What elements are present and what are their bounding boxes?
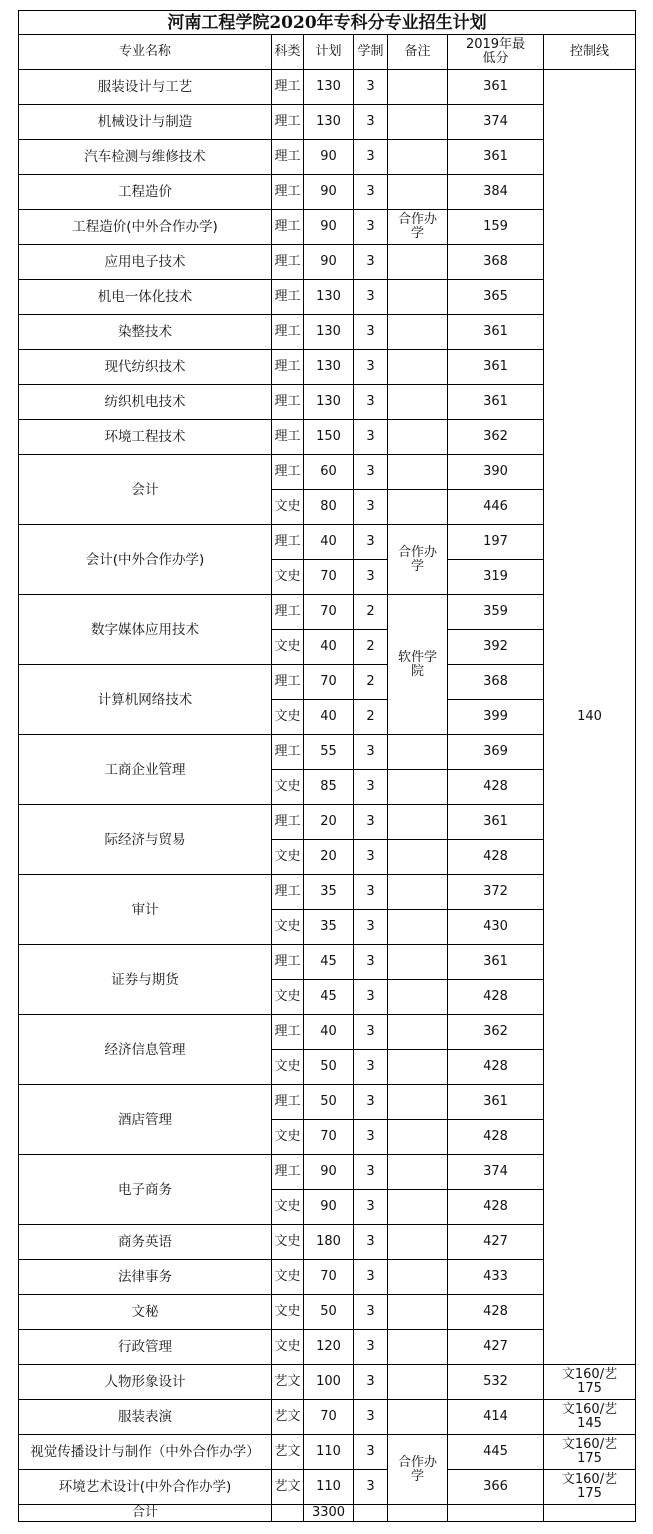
kelei-cell: 理工	[272, 665, 304, 700]
years-cell: 3	[354, 1120, 388, 1155]
total-plan: 3300	[304, 1505, 354, 1522]
plan-cell: 70	[304, 1400, 354, 1435]
years-cell: 3	[354, 1085, 388, 1120]
header-years: 学制	[354, 35, 388, 70]
years-cell: 3	[354, 560, 388, 595]
plan-cell: 130	[304, 105, 354, 140]
min-score-2019-cell: 359	[448, 595, 544, 630]
note-cell: 合作办学	[388, 525, 448, 595]
plan-cell: 100	[304, 1365, 354, 1400]
min-score-2019-cell: 428	[448, 1050, 544, 1085]
note-cell-empty	[388, 805, 448, 840]
major-name: 机械设计与制造	[19, 105, 272, 140]
years-cell: 3	[354, 980, 388, 1015]
total-note-empty	[388, 1505, 448, 1522]
table-row	[19, 595, 636, 630]
plan-cell: 90	[304, 1190, 354, 1225]
table-row	[19, 280, 636, 315]
table-row	[19, 245, 636, 280]
years-cell: 3	[354, 770, 388, 805]
plan-cell: 90	[304, 140, 354, 175]
kelei-cell: 理工	[272, 525, 304, 560]
years-cell: 3	[354, 385, 388, 420]
table-row	[19, 1015, 636, 1050]
header-control-line: 控制线	[544, 35, 636, 70]
years-cell: 3	[354, 1365, 388, 1400]
years-cell: 3	[354, 805, 388, 840]
note-cell-empty	[388, 735, 448, 770]
major-name: 际经济与贸易	[19, 805, 272, 875]
min-score-2019-cell: 369	[448, 735, 544, 770]
table-row	[19, 175, 636, 210]
major-name: 酒店管理	[19, 1085, 272, 1155]
min-score-2019-cell: 361	[448, 140, 544, 175]
kelei-cell: 理工	[272, 805, 304, 840]
min-score-2019-cell: 361	[448, 70, 544, 105]
note-cell-empty	[388, 1330, 448, 1365]
control-line-cell: 文160/艺175	[544, 1435, 636, 1470]
major-name: 工程造价(中外合作办学)	[19, 210, 272, 245]
note-cell-empty	[388, 280, 448, 315]
note-cell-empty	[388, 350, 448, 385]
major-name: 环境工程技术	[19, 420, 272, 455]
years-cell: 3	[354, 140, 388, 175]
total-years-empty	[354, 1505, 388, 1522]
years-cell: 3	[354, 735, 388, 770]
note-cell: 合作办学	[388, 1435, 448, 1505]
plan-cell: 180	[304, 1225, 354, 1260]
kelei-cell: 理工	[272, 455, 304, 490]
years-cell: 3	[354, 1225, 388, 1260]
major-name: 行政管理	[19, 1330, 272, 1365]
min-score-2019-cell: 372	[448, 875, 544, 910]
header-plan: 计划	[304, 35, 354, 70]
min-score-2019-cell: 361	[448, 385, 544, 420]
note-cell-empty	[388, 875, 448, 910]
kelei-cell: 文史	[272, 630, 304, 665]
major-name: 服装表演	[19, 1400, 272, 1435]
plan-cell: 110	[304, 1470, 354, 1505]
enrollment-plan-sheet	[18, 10, 636, 1522]
years-cell: 2	[354, 630, 388, 665]
plan-cell: 60	[304, 455, 354, 490]
table-row	[19, 525, 636, 560]
table-row	[19, 1225, 636, 1260]
years-cell: 3	[354, 1400, 388, 1435]
min-score-2019-cell: 390	[448, 455, 544, 490]
years-cell: 2	[354, 595, 388, 630]
plan-cell: 45	[304, 945, 354, 980]
kelei-cell: 文史	[272, 980, 304, 1015]
note-cell-empty	[388, 770, 448, 805]
plan-cell: 50	[304, 1295, 354, 1330]
note-cell-empty	[388, 1155, 448, 1190]
table-row	[19, 665, 636, 700]
years-cell: 2	[354, 700, 388, 735]
kelei-cell: 文史	[272, 910, 304, 945]
plan-cell: 70	[304, 560, 354, 595]
min-score-2019-cell: 374	[448, 105, 544, 140]
note-cell-empty	[388, 70, 448, 105]
min-score-2019-cell: 361	[448, 1085, 544, 1120]
table-row	[19, 1400, 636, 1435]
min-score-2019-cell: 392	[448, 630, 544, 665]
kelei-cell: 艺文	[272, 1470, 304, 1505]
major-name: 电子商务	[19, 1155, 272, 1225]
plan-cell: 55	[304, 735, 354, 770]
enrollment-plan-table	[18, 10, 636, 1522]
years-cell: 3	[354, 945, 388, 980]
major-name: 工程造价	[19, 175, 272, 210]
major-name: 文秘	[19, 1295, 272, 1330]
min-score-2019-cell: 319	[448, 560, 544, 595]
table-row	[19, 1330, 636, 1365]
table-title: 河南工程学院2020年专科分专业招生计划	[19, 11, 636, 35]
note-cell-empty	[388, 1050, 448, 1085]
kelei-cell: 艺文	[272, 1400, 304, 1435]
major-name: 经济信息管理	[19, 1015, 272, 1085]
years-cell: 3	[354, 210, 388, 245]
note-cell-empty	[388, 1295, 448, 1330]
table-row	[19, 210, 636, 245]
plan-cell: 130	[304, 385, 354, 420]
min-score-2019-cell: 532	[448, 1365, 544, 1400]
major-name: 服装设计与工艺	[19, 70, 272, 105]
kelei-cell: 文史	[272, 770, 304, 805]
min-score-2019-cell: 428	[448, 1295, 544, 1330]
major-name: 汽车检测与维修技术	[19, 140, 272, 175]
note-cell-empty	[388, 490, 448, 525]
table-row	[19, 735, 636, 770]
plan-cell: 130	[304, 350, 354, 385]
plan-cell: 80	[304, 490, 354, 525]
note-cell-empty	[388, 455, 448, 490]
years-cell: 3	[354, 490, 388, 525]
note-cell-empty	[388, 245, 448, 280]
years-cell: 3	[354, 245, 388, 280]
years-cell: 3	[354, 1330, 388, 1365]
min-score-2019-cell: 428	[448, 840, 544, 875]
min-score-2019-cell: 427	[448, 1330, 544, 1365]
years-cell: 3	[354, 840, 388, 875]
years-cell: 3	[354, 70, 388, 105]
min-score-2019-cell: 366	[448, 1470, 544, 1505]
plan-cell: 70	[304, 1120, 354, 1155]
header-note: 备注	[388, 35, 448, 70]
note-cell-empty	[388, 1365, 448, 1400]
table-row	[19, 1260, 636, 1295]
note-cell-empty	[388, 315, 448, 350]
plan-cell: 130	[304, 70, 354, 105]
min-score-2019-cell: 428	[448, 1190, 544, 1225]
note-cell-empty	[388, 945, 448, 980]
major-name: 染整技术	[19, 315, 272, 350]
min-score-2019-cell: 159	[448, 210, 544, 245]
kelei-cell: 理工	[272, 315, 304, 350]
kelei-cell: 理工	[272, 1085, 304, 1120]
kelei-cell: 艺文	[272, 1365, 304, 1400]
years-cell: 3	[354, 420, 388, 455]
years-cell: 3	[354, 315, 388, 350]
table-row	[19, 1155, 636, 1190]
years-cell: 3	[354, 525, 388, 560]
min-score-2019-cell: 361	[448, 945, 544, 980]
note-cell-empty	[388, 980, 448, 1015]
years-cell: 3	[354, 280, 388, 315]
plan-cell: 20	[304, 840, 354, 875]
plan-cell: 70	[304, 1260, 354, 1295]
note-cell-empty	[388, 1085, 448, 1120]
kelei-cell: 理工	[272, 210, 304, 245]
note-cell: 合作办学	[388, 210, 448, 245]
min-score-2019-cell: 365	[448, 280, 544, 315]
plan-cell: 120	[304, 1330, 354, 1365]
control-line-cell: 文160/艺175	[544, 1365, 636, 1400]
header-kelei: 科类	[272, 35, 304, 70]
years-cell: 3	[354, 455, 388, 490]
kelei-cell: 理工	[272, 280, 304, 315]
major-name: 商务英语	[19, 1225, 272, 1260]
plan-cell: 40	[304, 630, 354, 665]
years-cell: 3	[354, 1470, 388, 1505]
table-row	[19, 1085, 636, 1120]
total-label: 合计	[19, 1505, 272, 1522]
header-min-score-2019: 2019年最低分	[448, 35, 544, 70]
note-cell-empty	[388, 1015, 448, 1050]
min-score-2019-cell: 446	[448, 490, 544, 525]
note-cell-empty	[388, 1400, 448, 1435]
min-score-2019-cell: 362	[448, 420, 544, 455]
plan-cell: 90	[304, 245, 354, 280]
kelei-cell: 理工	[272, 385, 304, 420]
major-name: 机电一体化技术	[19, 280, 272, 315]
plan-cell: 40	[304, 700, 354, 735]
note-cell-empty	[388, 105, 448, 140]
min-score-2019-cell: 399	[448, 700, 544, 735]
min-score-2019-cell: 384	[448, 175, 544, 210]
plan-cell: 85	[304, 770, 354, 805]
major-name: 会计	[19, 455, 272, 525]
min-score-2019-cell: 368	[448, 665, 544, 700]
kelei-cell: 理工	[272, 875, 304, 910]
major-name: 会计(中外合作办学)	[19, 525, 272, 595]
table-row	[19, 140, 636, 175]
table-row	[19, 385, 636, 420]
kelei-cell: 理工	[272, 175, 304, 210]
min-score-2019-cell: 433	[448, 1260, 544, 1295]
kelei-cell: 文史	[272, 490, 304, 525]
major-name: 人物形象设计	[19, 1365, 272, 1400]
kelei-cell: 文史	[272, 1330, 304, 1365]
kelei-cell: 文史	[272, 560, 304, 595]
min-score-2019-cell: 428	[448, 1120, 544, 1155]
min-score-2019-cell: 197	[448, 525, 544, 560]
years-cell: 3	[354, 1295, 388, 1330]
kelei-cell: 文史	[272, 1120, 304, 1155]
table-row	[19, 945, 636, 980]
plan-cell: 70	[304, 595, 354, 630]
years-cell: 2	[354, 665, 388, 700]
note-cell: 软件学院	[388, 595, 448, 735]
plan-cell: 90	[304, 210, 354, 245]
min-score-2019-cell: 361	[448, 315, 544, 350]
control-line-cell: 140	[544, 70, 636, 1365]
plan-cell: 35	[304, 910, 354, 945]
years-cell: 3	[354, 910, 388, 945]
plan-cell: 40	[304, 525, 354, 560]
major-name: 法律事务	[19, 1260, 272, 1295]
years-cell: 3	[354, 1155, 388, 1190]
min-score-2019-cell: 362	[448, 1015, 544, 1050]
kelei-cell: 理工	[272, 105, 304, 140]
plan-cell: 130	[304, 315, 354, 350]
kelei-cell: 理工	[272, 140, 304, 175]
major-name: 计算机网络技术	[19, 665, 272, 735]
major-name: 现代纺织技术	[19, 350, 272, 385]
plan-cell: 45	[304, 980, 354, 1015]
plan-cell: 20	[304, 805, 354, 840]
kelei-cell: 理工	[272, 245, 304, 280]
table-row	[19, 875, 636, 910]
years-cell: 3	[354, 350, 388, 385]
years-cell: 3	[354, 1050, 388, 1085]
major-name: 环境艺术设计(中外合作办学)	[19, 1470, 272, 1505]
control-line-cell: 文160/艺175	[544, 1470, 636, 1505]
kelei-cell: 理工	[272, 735, 304, 770]
note-cell-empty	[388, 140, 448, 175]
kelei-cell: 文史	[272, 1260, 304, 1295]
total-min-empty	[448, 1505, 544, 1522]
table-row	[19, 350, 636, 385]
min-score-2019-cell: 368	[448, 245, 544, 280]
kelei-cell: 文史	[272, 1295, 304, 1330]
min-score-2019-cell: 361	[448, 350, 544, 385]
kelei-cell: 理工	[272, 595, 304, 630]
plan-cell: 35	[304, 875, 354, 910]
note-cell-empty	[388, 175, 448, 210]
kelei-cell: 理工	[272, 420, 304, 455]
years-cell: 3	[354, 175, 388, 210]
min-score-2019-cell: 428	[448, 980, 544, 1015]
plan-cell: 130	[304, 280, 354, 315]
kelei-cell: 理工	[272, 70, 304, 105]
plan-cell: 40	[304, 1015, 354, 1050]
total-control-empty	[544, 1505, 636, 1522]
table-row	[19, 315, 636, 350]
table-row	[19, 70, 636, 105]
table-row	[19, 105, 636, 140]
table-row	[19, 805, 636, 840]
years-cell: 3	[354, 875, 388, 910]
kelei-cell: 理工	[272, 945, 304, 980]
major-name: 审计	[19, 875, 272, 945]
kelei-cell: 文史	[272, 700, 304, 735]
kelei-cell: 理工	[272, 1155, 304, 1190]
table-row	[19, 1470, 636, 1505]
table-row	[19, 1365, 636, 1400]
table-body	[19, 70, 636, 1522]
major-name: 证券与期货	[19, 945, 272, 1015]
kelei-cell: 文史	[272, 840, 304, 875]
min-score-2019-cell: 427	[448, 1225, 544, 1260]
total-row	[19, 1505, 636, 1522]
min-score-2019-cell: 428	[448, 770, 544, 805]
note-cell-empty	[388, 1260, 448, 1295]
major-name: 工商企业管理	[19, 735, 272, 805]
note-cell-empty	[388, 420, 448, 455]
years-cell: 3	[354, 1435, 388, 1470]
min-score-2019-cell: 414	[448, 1400, 544, 1435]
kelei-cell: 艺文	[272, 1435, 304, 1470]
plan-cell: 50	[304, 1085, 354, 1120]
plan-cell: 150	[304, 420, 354, 455]
note-cell-empty	[388, 840, 448, 875]
total-kelei-empty	[272, 1505, 304, 1522]
min-score-2019-cell: 430	[448, 910, 544, 945]
note-cell-empty	[388, 385, 448, 420]
min-score-2019-cell: 374	[448, 1155, 544, 1190]
note-cell-empty	[388, 910, 448, 945]
note-cell-empty	[388, 1225, 448, 1260]
kelei-cell: 理工	[272, 350, 304, 385]
plan-cell: 70	[304, 665, 354, 700]
major-name: 纺织机电技术	[19, 385, 272, 420]
major-name: 视觉传播设计与制作（中外合作办学）	[19, 1435, 272, 1470]
table-row	[19, 420, 636, 455]
major-name: 数字媒体应用技术	[19, 595, 272, 665]
note-cell-empty	[388, 1190, 448, 1225]
min-score-2019-cell: 361	[448, 805, 544, 840]
kelei-cell: 文史	[272, 1225, 304, 1260]
table-row	[19, 455, 636, 490]
years-cell: 3	[354, 1260, 388, 1295]
major-name: 应用电子技术	[19, 245, 272, 280]
years-cell: 3	[354, 1015, 388, 1050]
kelei-cell: 文史	[272, 1190, 304, 1225]
table-row	[19, 1295, 636, 1330]
min-score-2019-cell: 445	[448, 1435, 544, 1470]
kelei-cell: 理工	[272, 1015, 304, 1050]
table-row	[19, 1435, 636, 1470]
plan-cell: 110	[304, 1435, 354, 1470]
plan-cell: 90	[304, 1155, 354, 1190]
header-major-name: 专业名称	[19, 35, 272, 70]
note-cell-empty	[388, 1120, 448, 1155]
years-cell: 3	[354, 105, 388, 140]
plan-cell: 90	[304, 175, 354, 210]
years-cell: 3	[354, 1190, 388, 1225]
kelei-cell: 文史	[272, 1050, 304, 1085]
control-line-cell: 文160/艺145	[544, 1400, 636, 1435]
plan-cell: 50	[304, 1050, 354, 1085]
